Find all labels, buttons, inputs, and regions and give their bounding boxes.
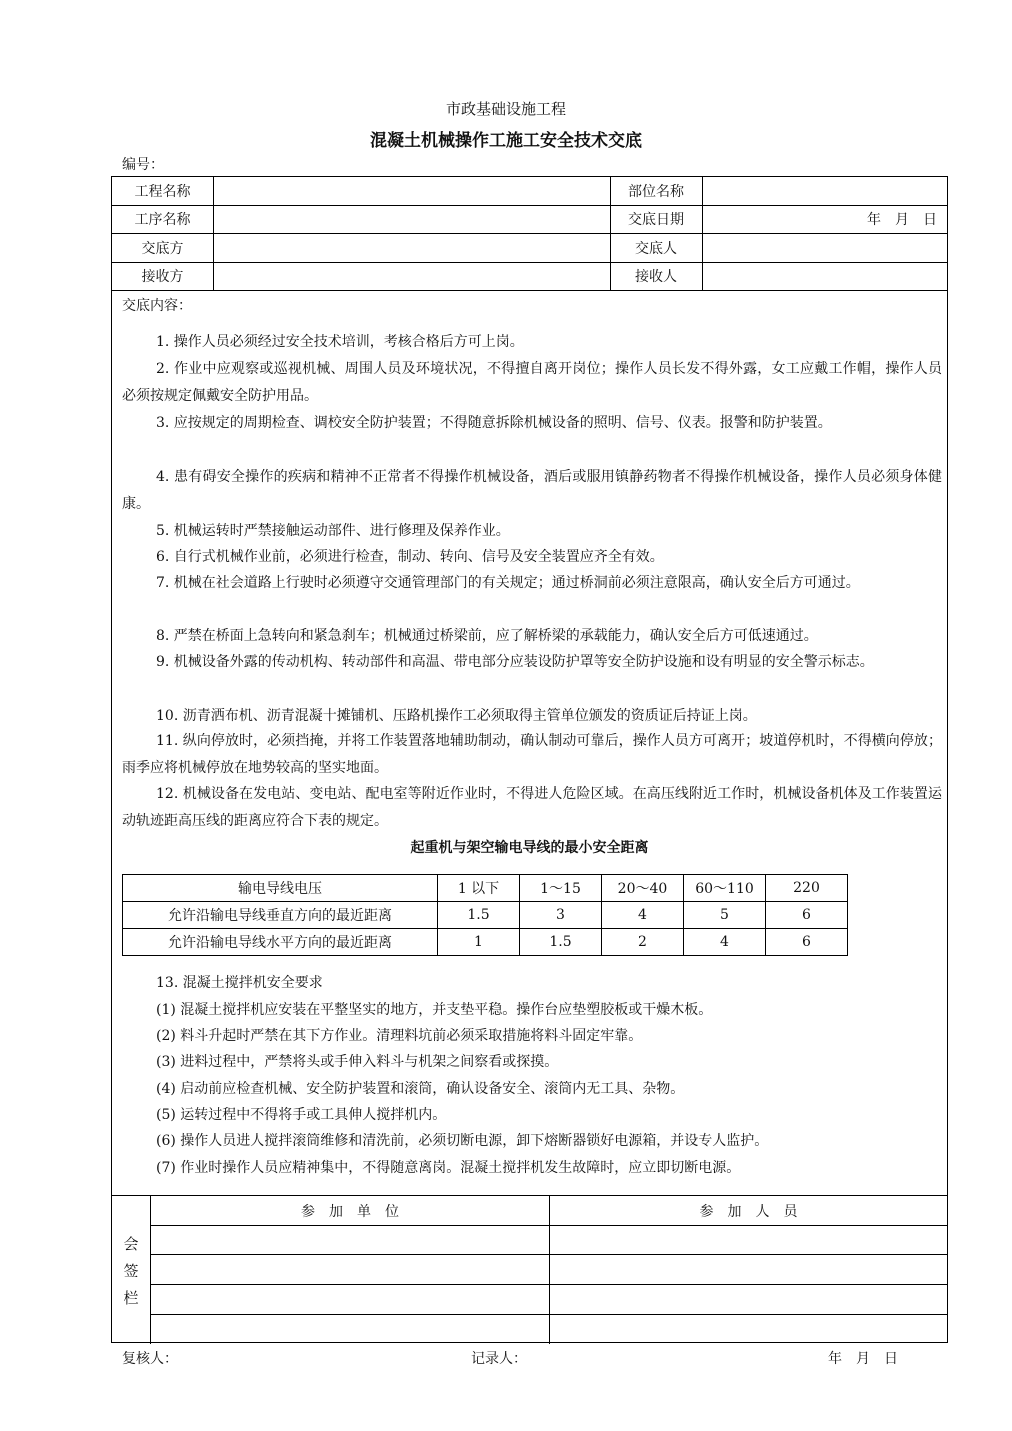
signature-unit-field[interactable]	[151, 1255, 549, 1284]
divider	[112, 290, 947, 291]
project-name-label: 工程名称	[134, 184, 191, 200]
table-cell: 输电导线电压	[123, 875, 438, 902]
table-row	[123, 902, 848, 929]
table-row	[123, 875, 848, 902]
process-name-label: 工序名称	[134, 212, 191, 228]
table-cell: 20～40	[602, 875, 684, 902]
signature-unit-field[interactable]	[151, 1226, 549, 1254]
document-title: 混凝土机械操作工施工安全技术交底	[370, 131, 642, 151]
content-label: 交底内容：	[122, 298, 192, 314]
participating-person-header: 参 加 人 员	[699, 1203, 798, 1220]
signature-person-field[interactable]	[550, 1226, 947, 1254]
table-cell: 3	[520, 902, 602, 929]
signature-person-field[interactable]	[550, 1315, 947, 1343]
table-cell: 1～15	[520, 875, 602, 902]
table-cell: 2	[602, 929, 684, 956]
handover-date-field[interactable]: 年 月 日	[867, 212, 937, 228]
process-name-field[interactable]	[214, 205, 610, 233]
sign-label-char: 签	[123, 1262, 139, 1280]
table-cell: 4	[684, 929, 766, 956]
clearance-table	[122, 874, 848, 956]
signature-person-field[interactable]	[550, 1285, 947, 1314]
recorder-label: 记录人：	[471, 1351, 527, 1367]
handover-person-label: 交底人	[635, 240, 677, 257]
table-cell: 60～110	[684, 875, 766, 902]
item13-subitem: (2) 料斗升起时严禁在其下方作业。清理料坑前必须采取措施将料斗固定牢靠。	[156, 1028, 643, 1044]
receiver-party-field[interactable]	[214, 262, 610, 290]
footer-date-label: 年 月 日	[828, 1351, 898, 1367]
content-item: 2. 作业中应观察或巡视机械、周围人员及环境状况，不得擅自离开岗位；操作人员长发不得外露，女工应戴工作帽，操作人员必须按规定佩戴安全防护用品。	[122, 361, 942, 404]
item13-subitem: (3) 进料过程中，严禁将头或手伸入料斗与机架之间察看或探摸。	[156, 1054, 559, 1070]
project-name-field[interactable]	[214, 177, 610, 205]
content-item: 4. 患有碍安全操作的疾病和精神不正常者不得操作机械设备，酒后或服用镇静药物者不得操作机械设备，操作人员必须身体健康。	[122, 469, 942, 512]
item13-subitem: (1) 混凝土搅拌机应安装在平整坚实的地方，并支垫平稳。操作台应垫塑胶板或干燥木板。	[156, 1002, 713, 1018]
receiver-person-label: 接收人	[635, 269, 677, 285]
table-cell: 1.5	[438, 902, 520, 929]
sign-label-char: 会	[123, 1235, 139, 1253]
clearance-table-title: 起重机与架空输电导线的最小安全距离	[410, 840, 649, 856]
table-cell: 允许沿输电导线水平方向的最近距离	[123, 929, 438, 956]
content-item: 8. 严禁在桥面上急转向和紧急刹车；机械通过桥梁前，应了解桥梁的承载能力，确认安全后方可低速通过。	[156, 628, 818, 644]
document-number-label: 编号：	[122, 157, 164, 173]
content-item: 10. 沥青洒布机、沥青混凝十摊铺机、压路机操作工必须取得主管单位颁发的资质证后持证上岗。	[156, 708, 757, 724]
table-cell: 1 以下	[438, 875, 520, 902]
table-cell: 1.5	[520, 929, 602, 956]
participating-unit-header: 参 加 单 位	[301, 1203, 399, 1220]
table-cell: 5	[684, 902, 766, 929]
table-cell: 4	[602, 902, 684, 929]
form-frame	[111, 176, 948, 1343]
content-item: 9. 机械设备外露的传动机构、转动部件和高温、带电部分应装设防护罩等安全防护设施和设有明显的安全警示标志。	[156, 654, 874, 670]
item13-subitem: (7) 作业时操作人员应精神集中，不得随意离岗。混凝土搅拌机发生故障时，应立即切断电源。	[156, 1160, 741, 1176]
item13-subitem: (4) 启动前应检查机械、安全防护装置和滚筒，确认设备安全、滚筒内无工具、杂物。	[156, 1081, 685, 1097]
part-name-field[interactable]	[703, 177, 947, 205]
content-item: 12. 机械设备在发电站、变电站、配电室等附近作业时，不得进人危险区域。在高压线附近工作时，机械设备机体及工作装置运动轨迹距高压线的距离应符合下表的规定。	[122, 786, 942, 829]
handover-person-field[interactable]	[703, 233, 947, 262]
receiver-party-label: 接收方	[141, 269, 184, 285]
signature-unit-field[interactable]	[151, 1285, 549, 1314]
sign-label-char: 栏	[123, 1289, 139, 1307]
item13-subitem: (6) 操作人员进人搅拌滚筒维修和清洗前，必须切断电源，卸下熔断器锁好电源箱，并设专人监护。	[156, 1133, 769, 1149]
part-name-label: 部位名称	[628, 184, 684, 200]
item13-title: 13. 混凝土搅拌机安全要求	[156, 975, 323, 991]
reviewer-label: 复核人：	[122, 1351, 178, 1367]
handover-party-label: 交底方	[141, 240, 184, 257]
content-item: 3. 应按规定的周期检查、调校安全防护装置；不得随意拆除机械设备的照明、信号、仪表。报警和防护装置。	[156, 415, 832, 431]
signature-person-field[interactable]	[550, 1255, 947, 1284]
content-item: 7. 机械在社会道路上行驶时必须遵守交通管理部门的有关规定；通过桥洞前必须注意限高，确认安全后方可通过。	[156, 575, 860, 591]
table-row	[123, 929, 848, 956]
table-cell: 允许沿输电导线垂直方向的最近距离	[123, 902, 438, 929]
receiver-person-field[interactable]	[703, 262, 947, 290]
content-item: 1. 操作人员必须经过安全技术培训，考核合格后方可上岗。	[156, 334, 524, 350]
signature-unit-field[interactable]	[151, 1315, 549, 1343]
document-supertitle: 市政基础设施工程	[445, 100, 566, 118]
handover-date-label: 交底日期	[628, 212, 684, 228]
table-cell: 1	[438, 929, 520, 956]
table-cell: 6	[766, 929, 848, 956]
table-cell: 220	[766, 875, 848, 902]
item13-subitem: (5) 运转过程中不得将手或工具伸人搅拌机内。	[156, 1107, 447, 1123]
table-cell: 6	[766, 902, 848, 929]
content-item: 6. 自行式机械作业前，必须进行检查，制动、转向、信号及安全装置应齐全有效。	[156, 549, 664, 565]
handover-party-field[interactable]	[214, 233, 610, 262]
content-item: 5. 机械运转时严禁接触运动部件、进行修理及保养作业。	[156, 523, 510, 539]
content-item: 11. 纵向停放时，必须挡掩，并将工作装置落地辅助制动，确认制动可靠后，操作人员方可离开；坡道停机时，不得横向停放；雨季应将机械停放在地势较高的坚实地面。	[122, 733, 942, 776]
